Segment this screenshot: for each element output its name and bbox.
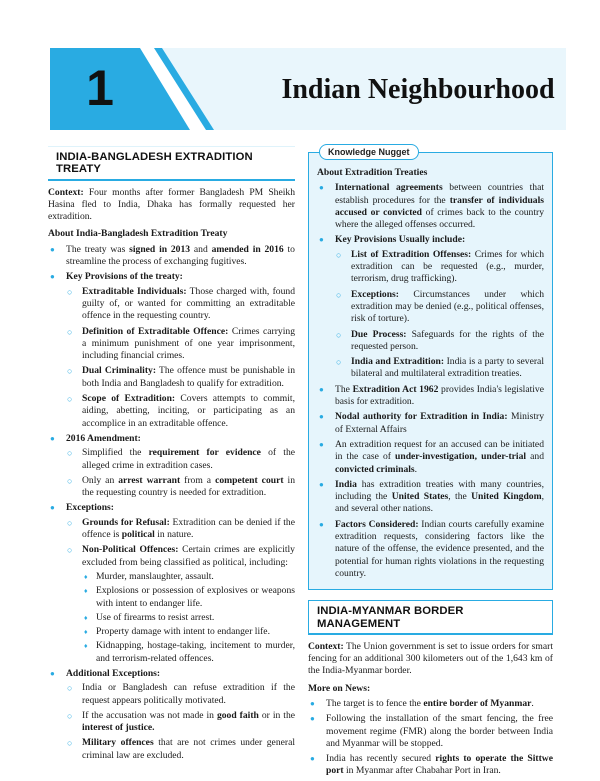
list-item: ● The Extradition Act 1962 provides India's legislative basis for extradition. (317, 384, 544, 409)
right-column (308, 146, 553, 781)
list-item: ○ Simplified the requirement for evidence of the alleged crime in extradition cases. (66, 447, 295, 472)
list-item: ♦ Property damage with intent to endanger life. (82, 626, 295, 638)
list-item: ● India has recently secured rights to operate the Sittwe port in Myanmar after Chabahar Port in Iran. (308, 753, 553, 778)
list-item: ♦ Explosions or possession of explosives or weapons with intent to endanger life. (82, 585, 295, 610)
list-item: ○ Dual Criminality: The offence must be punishable in both India and Bangladesh to qualify for extradition. (66, 365, 295, 390)
list-item: ♦ Kidnapping, hostage-taking, incitement to murder, and terrorism-related offences. (82, 640, 295, 665)
list-item: ● Following the installation of the smart fencing, the free movement regime (FMR) along the border between India and Myanmar will be stopped. (308, 713, 553, 750)
myanmar-section (308, 600, 553, 778)
list-item: ● The treaty was signed in 2013 and amended in 2016 to streamline the process of exchanging fugitives. (48, 244, 295, 269)
nugget-list (317, 182, 544, 580)
list-item: ○ Only an arrest warrant from a competent court in the requesting country is needed for extradition. (66, 475, 295, 500)
list-item: ● Key Provisions of the treaty: ○ Extraditable Individuals: Those charged with, found guilty of, or wanted for committing an extraditable offence in the requesting country. ○ Definition of Extraditable Offence: Crimes carrying a minimum punishment of one year imprisonment, including financial crimes. ○ Dual Criminality: The offence must be punishable in both India and Bangladesh to qualify for extradition. ○ Scope of Extradition: Covers attempts to commit, aiding, abetting, inciting, or participating as an accomplice in an extraditable offence. (48, 271, 295, 430)
list-item: ○ Grounds for Refusal: Extradition can be denied if the offence is political in nature. (66, 517, 295, 542)
list-item: ○ List of Extradition Offenses: Crimes for which extradition can be requested (e.g., murder, terrorism, drug trafficking). (335, 249, 544, 286)
knowledge-nugget-box (308, 147, 553, 590)
nugget-heading: About Extradition Treaties (317, 167, 428, 178)
list-item: ○ Scope of Extradition: Covers attempts to commit, aiding, abetting, inciting, or participating as an accomplice in an extraditable offence. (66, 393, 295, 430)
list-item: ● Factors Considered: Indian courts carefully examine extradition requests, considering factors like the nature of the offense, the evidence presented, and the potential for human rights violations in the requesting country. (317, 519, 544, 580)
news-list (308, 698, 553, 778)
context-paragraph: Context: The Union government is set to issue orders for smart fencing for an additional 300 kilometers out of the 1,643 km of the India-Myanmar border. (308, 640, 553, 677)
list-item: ● 2016 Amendment: ○ Simplified the requirement for evidence of the alleged crime in extradition cases. ○ Only an arrest warrant from a competent court in the requesting country is needed for extradition. (48, 433, 295, 499)
list-item: ● The target is to fence the entire border of Myanmar. (308, 698, 553, 710)
left-column (48, 146, 295, 765)
list-item: ● Nodal authority for Extradition in India: Ministry of External Affairs (317, 411, 544, 436)
list-item: ○ India or Bangladesh can refuse extradition if the request appears politically motivated. (66, 682, 295, 707)
list-item: ○ Due Process: Safeguards for the rights of the requested person. (335, 329, 544, 354)
chapter-number: 1 (86, 60, 114, 116)
subheading-about-treaty: About India-Bangladesh Extradition Treaty (48, 228, 228, 240)
subheading-more-on-news: More on News: (308, 682, 371, 694)
list-item: ● India has extradition treaties with many countries, including the United States, the United Kingdom, and several other nations. (317, 479, 544, 516)
list-item: ♦ Use of firearms to resist arrest. (82, 612, 295, 624)
list-item: ● Key Provisions Usually include: ○ List of Extradition Offenses: Crimes for which extradition can be requested (e.g., murder, terrorism, drug trafficking). ○ Exceptions: Circumstances under which extradition may be denied (e.g., political offenses, risk of torture). ○ Due Process: Safeguards for the rights of the requested person. ○ India and Extradition: India is a party to several bilateral and multilateral extradition treaties. (317, 234, 544, 380)
list-item: ● An extradition request for an accused can be initiated in the case of under-investigation, under-trial and convicted criminals. (317, 439, 544, 476)
section-heading-myanmar: INDIA-MYANMAR BORDER MANAGEMENT (308, 600, 553, 635)
list-item: ○ Definition of Extraditable Offence: Crimes carrying a minimum punishment of one year imprisonment, including financial crimes. (66, 326, 295, 363)
list-item: ○ If the accusation was not made in good faith or in the interest of justice. (66, 710, 295, 735)
section-heading-extradition: INDIA-BANGLADESH EXTRADITION TREATY (48, 146, 295, 181)
knowledge-nugget-tag: Knowledge Nugget (319, 144, 419, 160)
chapter-title: Indian Neighbourhood (281, 74, 555, 105)
list-item: ○ Non-Political Offences: Certain crimes are explicitly excluded from being classified as political, including: ♦ Murder, manslaughter, assault. ♦ Explosions or possession of explosives or weapons with intent to endanger life. ♦ Use of firearms to resist arrest. ♦ Property damage with intent to endanger life. ♦ Kidnapping, hostage-taking, incitement to murder, and terrorism-related offences. (66, 544, 295, 665)
treaty-list (48, 244, 295, 762)
list-item: ● Additional Exceptions: ○ India or Bangladesh can refuse extradition if the request appears politically motivated. ○ If the accusation was not made in good faith or in the interest of justice. ○ Military offences that are not crimes under general criminal law are excluded. (48, 668, 295, 762)
list-item: ♦ Murder, manslaughter, assault. (82, 571, 295, 583)
context-paragraph: Context: Four months after former Bangladesh PM Sheikh Hasina fled to India, Dhaka has formally requested her extradition. (48, 186, 295, 223)
list-item: ● International agreements between countries that establish procedures for the transfer of individuals accused or convicted of crimes back to the country where the alleged offenses occurred. (317, 182, 544, 231)
list-item: ● Exceptions: ○ Grounds for Refusal: Extradition can be denied if the offence is political in nature. ○ Non-Political Offences: Certain crimes are explicitly excluded from being classified as political, including: ♦ Murder, manslaughter, assault. ♦ Explosions or possession of explosives or weapons with intent to endanger life. ♦ Use of firearms to resist arrest. ♦ Property damage with intent to endanger life. ♦ Kidnapping, hostage-taking, incitement to murder, and terrorism-related offences. (48, 502, 295, 665)
list-item: ○ India and Extradition: India is a party to several bilateral and multilateral extradition treaties. (335, 356, 544, 381)
list-item: ○ Extraditable Individuals: Those charged with, found guilty of, or wanted for committing an extraditable offence in the requesting country. (66, 286, 295, 323)
list-item: ○ Military offences that are not crimes under general criminal law are excluded. (66, 737, 295, 762)
list-item: ○ Exceptions: Circumstances under which extradition may be denied (e.g., political offenses, risk of torture). (335, 289, 544, 326)
